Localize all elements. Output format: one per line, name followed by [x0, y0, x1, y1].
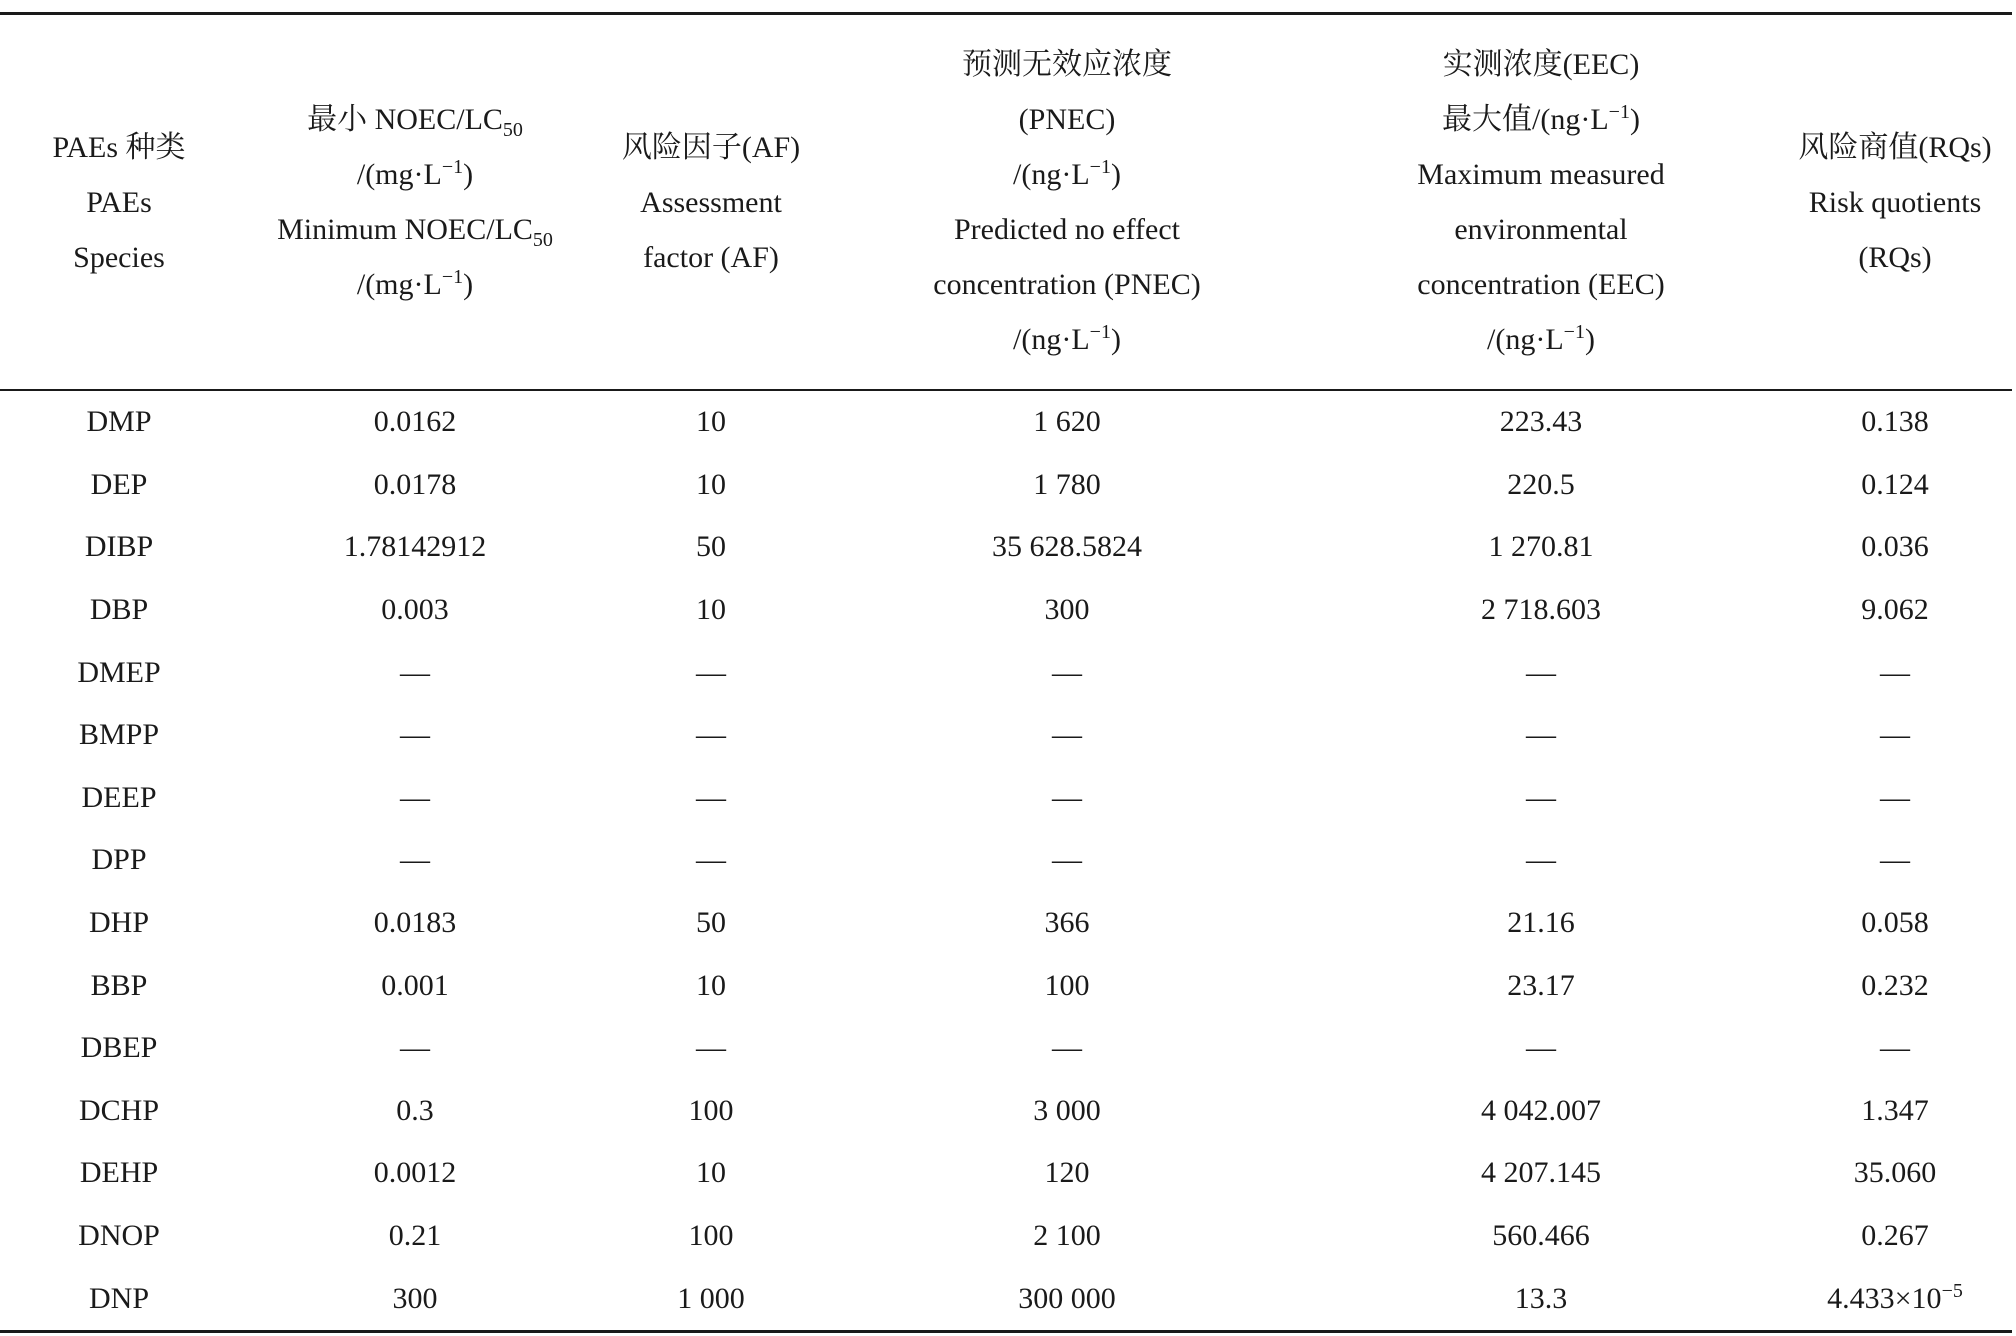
cell-value: 0.003	[381, 593, 449, 627]
header-text: concentration (EEC)	[1417, 268, 1665, 301]
header-text: 实测浓度(EEC)	[1442, 48, 1640, 81]
header-text: −1	[1563, 321, 1585, 343]
header-text: )	[1584, 323, 1595, 356]
cell-rqs	[1778, 1205, 2012, 1268]
table-row	[0, 579, 2012, 642]
cell-value: 0.001	[381, 968, 449, 1002]
cell-species	[0, 892, 238, 955]
cell-value: 1 000	[677, 1281, 745, 1315]
column-header-min_noec	[238, 14, 592, 391]
cell-value: —	[1880, 718, 1910, 752]
header-text: /(ng·L	[1013, 323, 1090, 356]
header-text: Assessment	[640, 185, 782, 219]
cell-eec	[1304, 954, 1778, 1017]
cell-af	[592, 954, 830, 1017]
header-text: 50	[502, 119, 523, 141]
header-line	[836, 202, 1298, 257]
cell-value: 10	[696, 405, 726, 439]
cell-af	[592, 829, 830, 892]
cell-eec	[1304, 829, 1778, 892]
cell-value: DNP	[88, 1281, 149, 1315]
cell-value: 0.036	[1861, 530, 1929, 564]
cell-value: 50	[696, 906, 726, 940]
cell-species	[0, 1205, 238, 1268]
cell-species	[0, 579, 238, 642]
cell-af	[592, 516, 830, 579]
cell-value: —	[1880, 655, 1910, 689]
cell-value: 300 000	[1018, 1281, 1116, 1315]
cell-eec	[1304, 892, 1778, 955]
cell-value: 13.3	[1514, 1281, 1568, 1315]
header-line	[1310, 92, 1772, 147]
header-text: −1	[441, 156, 464, 178]
cell-min_noec	[238, 390, 592, 454]
cell-value: DEHP	[79, 1156, 159, 1190]
cell-value: 100	[1044, 968, 1090, 1002]
cell-pnec	[830, 704, 1304, 767]
column-header-species	[0, 14, 238, 391]
table-row	[0, 641, 2012, 704]
header-text: /(ng·L	[1013, 158, 1090, 191]
cell-pnec	[830, 1080, 1304, 1143]
column-header-pnec	[830, 14, 1304, 391]
cell-value: —	[1880, 843, 1910, 877]
cell-species	[0, 829, 238, 892]
header-line	[836, 257, 1298, 312]
header-text: /(ng·L	[1487, 323, 1564, 356]
header-text: 最小 NOEC/LC	[307, 103, 503, 136]
header-line	[1310, 202, 1772, 257]
cell-af	[592, 579, 830, 642]
header-text: /(mg·L	[356, 268, 442, 301]
header-text: 预测无效应浓度	[962, 48, 1172, 81]
cell-eec	[1304, 1205, 1778, 1268]
cell-rqs	[1778, 767, 2012, 830]
cell-pnec	[830, 1017, 1304, 1080]
cell-min_noec	[238, 454, 592, 517]
header-line	[836, 147, 1298, 202]
cell-value: DPP	[91, 843, 147, 877]
table-row	[0, 1267, 2012, 1331]
cell-value: 223.43	[1499, 405, 1583, 439]
cell-eec	[1304, 1142, 1778, 1205]
cell-species	[0, 641, 238, 704]
cell-value: —	[696, 780, 726, 814]
cell-value: DBEP	[80, 1031, 158, 1065]
cell-value: 220.5	[1507, 467, 1575, 501]
cell-value: 0.267	[1861, 1219, 1929, 1253]
header-text: Minimum NOEC/LC	[277, 213, 533, 246]
header-line	[1310, 37, 1772, 92]
cell-af	[592, 704, 830, 767]
cell-species	[0, 1017, 238, 1080]
table-row	[0, 390, 2012, 454]
cell-value: DHP	[88, 906, 149, 940]
cell-min_noec	[238, 1142, 592, 1205]
cell-pnec	[830, 1205, 1304, 1268]
cell-pnec	[830, 1142, 1304, 1205]
cell-value: 9.062	[1861, 593, 1929, 627]
header-text: 50	[532, 229, 553, 251]
table-row	[0, 1080, 2012, 1143]
cell-value: 3 000	[1033, 1093, 1101, 1127]
header-text: 最大值/(ng·L	[1442, 103, 1609, 136]
cell-rqs	[1778, 1017, 2012, 1080]
column-header-af	[592, 14, 830, 391]
cell-min_noec	[238, 954, 592, 1017]
cell-min_noec	[238, 1017, 592, 1080]
table-row	[0, 704, 2012, 767]
cell-value: —	[1526, 843, 1556, 877]
cell-value: —	[1526, 718, 1556, 752]
cell-value: 10	[696, 467, 726, 501]
header-text: 风险因子(AF)	[621, 130, 801, 164]
cell-min_noec	[238, 1267, 592, 1331]
cell-value: —	[1052, 1031, 1082, 1065]
cell-value: —	[400, 1031, 430, 1065]
cell-value: —	[400, 655, 430, 689]
column-header-eec	[1304, 14, 1778, 391]
cell-af	[592, 1267, 830, 1331]
cell-value: 0.3	[396, 1093, 434, 1127]
cell-value: 1.78142912	[343, 530, 487, 564]
header-line	[1784, 175, 2006, 230]
header-line	[1784, 120, 2006, 175]
cell-min_noec	[238, 704, 592, 767]
cell-value: DBP	[89, 593, 149, 627]
header-text: )	[1110, 323, 1121, 356]
table-row	[0, 454, 2012, 517]
cell-rqs	[1778, 516, 2012, 579]
table-body	[0, 390, 2012, 1331]
cell-value: —	[696, 1031, 726, 1065]
cell-value: 0.0178	[373, 467, 457, 501]
cell-value: DEEP	[81, 780, 157, 814]
column-header-rqs	[1778, 14, 2012, 391]
cell-value: 1 780	[1033, 467, 1101, 501]
table-row	[0, 767, 2012, 830]
cell-value: —	[1052, 655, 1082, 689]
cell-exponent: −5	[1941, 1279, 1963, 1302]
cell-value: BBP	[90, 968, 148, 1002]
cell-eec	[1304, 454, 1778, 517]
header-text: Predicted no effect	[953, 213, 1180, 246]
cell-value: 300	[392, 1281, 438, 1315]
header-line	[836, 312, 1298, 367]
cell-min_noec	[238, 1080, 592, 1143]
cell-value: 0.0162	[373, 405, 457, 439]
header-text: PAEs 种类	[52, 130, 186, 164]
cell-min_noec	[238, 1205, 592, 1268]
cell-af	[592, 390, 830, 454]
cell-value: 50	[696, 530, 726, 564]
cell-eec	[1304, 390, 1778, 454]
cell-min_noec	[238, 516, 592, 579]
cell-af	[592, 1142, 830, 1205]
header-line	[6, 175, 232, 230]
cell-value: 100	[688, 1219, 734, 1253]
cell-value: 21.16	[1507, 906, 1575, 940]
header-text: PAEs	[86, 185, 152, 219]
cell-af	[592, 454, 830, 517]
header-text: )	[1629, 103, 1640, 136]
cell-eec	[1304, 767, 1778, 830]
cell-rqs	[1778, 454, 2012, 517]
cell-value: —	[696, 718, 726, 752]
cell-value: DMP	[86, 405, 152, 439]
cell-value: 0.058	[1861, 906, 1929, 940]
cell-value: 2 718.603	[1481, 593, 1601, 627]
cell-species	[0, 1080, 238, 1143]
cell-species	[0, 767, 238, 830]
cell-min_noec	[238, 641, 592, 704]
cell-eec	[1304, 1017, 1778, 1080]
cell-value: —	[1526, 655, 1556, 689]
cell-species	[0, 390, 238, 454]
cell-pnec	[830, 892, 1304, 955]
cell-value: DMEP	[77, 655, 161, 689]
paes-risk-table	[0, 12, 2012, 1333]
header-text: Maximum measured	[1417, 158, 1665, 191]
cell-value: DNOP	[78, 1219, 160, 1253]
cell-value: 4 042.007	[1481, 1093, 1601, 1127]
cell-rqs	[1778, 579, 2012, 642]
header-line	[1310, 147, 1772, 202]
header-line	[1784, 230, 2006, 285]
cell-species	[0, 954, 238, 1017]
cell-rqs	[1778, 704, 2012, 767]
header-line	[836, 92, 1298, 147]
cell-species	[0, 1267, 238, 1331]
table-header	[0, 14, 2012, 391]
cell-value: —	[1052, 718, 1082, 752]
header-line	[244, 257, 586, 312]
cell-pnec	[830, 641, 1304, 704]
header-line	[1310, 257, 1772, 312]
header-line	[6, 230, 232, 285]
cell-value: 4 207.145	[1481, 1156, 1601, 1190]
cell-value: DIBP	[84, 530, 154, 564]
header-line	[6, 120, 232, 175]
cell-value: 0.0012	[373, 1156, 457, 1190]
cell-value: 366	[1044, 906, 1090, 940]
cell-value: 300	[1044, 593, 1090, 627]
cell-value: DCHP	[78, 1093, 160, 1127]
cell-value: 2 100	[1033, 1219, 1101, 1253]
cell-eec	[1304, 704, 1778, 767]
cell-value: 120	[1044, 1156, 1090, 1190]
table-row	[0, 1017, 2012, 1080]
header-text: (PNEC)	[1018, 103, 1116, 136]
cell-value: 1.347	[1861, 1093, 1929, 1127]
cell-min_noec	[238, 579, 592, 642]
cell-value: 23.17	[1507, 968, 1575, 1002]
cell-value: 10	[696, 968, 726, 1002]
cell-value: —	[1526, 1031, 1556, 1065]
cell-value: 35.060	[1853, 1156, 1937, 1190]
header-text: Risk quotients	[1808, 185, 1982, 219]
table-row	[0, 1142, 2012, 1205]
cell-value: 0.138	[1861, 405, 1929, 439]
cell-eec	[1304, 641, 1778, 704]
cell-rqs	[1778, 829, 2012, 892]
cell-rqs	[1778, 954, 2012, 1017]
cell-pnec	[830, 516, 1304, 579]
cell-af	[592, 1017, 830, 1080]
header-line	[244, 92, 586, 147]
header-row	[0, 14, 2012, 391]
cell-pnec	[830, 954, 1304, 1017]
cell-value: 0.232	[1861, 968, 1929, 1002]
cell-value: DEP	[90, 467, 148, 501]
header-text: 风险商值(RQs)	[1798, 130, 1992, 164]
header-line	[244, 147, 586, 202]
cell-eec	[1304, 516, 1778, 579]
table-row	[0, 1205, 2012, 1268]
cell-pnec	[830, 454, 1304, 517]
cell-value: 0.0183	[373, 906, 457, 940]
cell-pnec	[830, 1267, 1304, 1331]
header-line	[836, 37, 1298, 92]
cell-af	[592, 641, 830, 704]
cell-value: —	[1880, 1031, 1910, 1065]
cell-value: 100	[688, 1093, 734, 1127]
cell-min_noec	[238, 892, 592, 955]
cell-value: —	[1526, 780, 1556, 814]
cell-value: —	[400, 718, 430, 752]
header-text: (RQs)	[1858, 240, 1932, 274]
cell-value: 35 628.5824	[992, 530, 1142, 564]
header-text: )	[463, 268, 474, 301]
cell-value: —	[696, 843, 726, 877]
cell-value: 10	[696, 1156, 726, 1190]
cell-species	[0, 454, 238, 517]
cell-rqs	[1778, 1267, 2012, 1331]
cell-rqs	[1778, 1080, 2012, 1143]
cell-value: 560.466	[1492, 1219, 1590, 1253]
cell-species	[0, 1142, 238, 1205]
table-row	[0, 829, 2012, 892]
cell-pnec	[830, 767, 1304, 830]
cell-value: 1 270.81	[1488, 530, 1594, 564]
header-text: )	[1110, 158, 1121, 191]
cell-value: 4.433×10	[1827, 1281, 1942, 1315]
cell-value: —	[400, 843, 430, 877]
cell-rqs	[1778, 1142, 2012, 1205]
cell-value: —	[1052, 843, 1082, 877]
cell-value: 0.21	[388, 1219, 442, 1253]
cell-rqs	[1778, 641, 2012, 704]
cell-value: BMPP	[78, 718, 160, 752]
header-text: −1	[1089, 156, 1111, 178]
cell-value: 0.124	[1861, 467, 1929, 501]
header-line	[244, 202, 586, 257]
cell-rqs	[1778, 892, 2012, 955]
header-line	[598, 175, 824, 230]
header-line	[598, 230, 824, 285]
cell-af	[592, 1205, 830, 1268]
table-row	[0, 892, 2012, 955]
header-text: )	[463, 158, 474, 191]
header-line	[598, 120, 824, 175]
cell-eec	[1304, 1080, 1778, 1143]
cell-value: —	[696, 655, 726, 689]
header-text: concentration (PNEC)	[933, 268, 1201, 301]
table-row	[0, 954, 2012, 1017]
header-text: /(mg·L	[356, 158, 442, 191]
cell-pnec	[830, 579, 1304, 642]
header-line	[1310, 312, 1772, 367]
cell-min_noec	[238, 829, 592, 892]
cell-value: —	[400, 780, 430, 814]
cell-species	[0, 516, 238, 579]
cell-value: —	[1052, 780, 1082, 814]
table-row	[0, 516, 2012, 579]
cell-eec	[1304, 579, 1778, 642]
cell-eec	[1304, 1267, 1778, 1331]
header-text: −1	[1089, 321, 1111, 343]
cell-min_noec	[238, 767, 592, 830]
header-text: factor (AF)	[643, 240, 779, 274]
cell-af	[592, 767, 830, 830]
cell-value: —	[1880, 780, 1910, 814]
cell-pnec	[830, 390, 1304, 454]
cell-rqs	[1778, 390, 2012, 454]
cell-af	[592, 1080, 830, 1143]
header-text: −1	[1608, 101, 1630, 123]
cell-pnec	[830, 829, 1304, 892]
cell-af	[592, 892, 830, 955]
header-text: Species	[73, 240, 165, 274]
header-text: environmental	[1454, 213, 1628, 246]
cell-species	[0, 704, 238, 767]
header-text: −1	[441, 266, 464, 288]
cell-value: 1 620	[1033, 405, 1101, 439]
cell-value: 10	[696, 593, 726, 627]
